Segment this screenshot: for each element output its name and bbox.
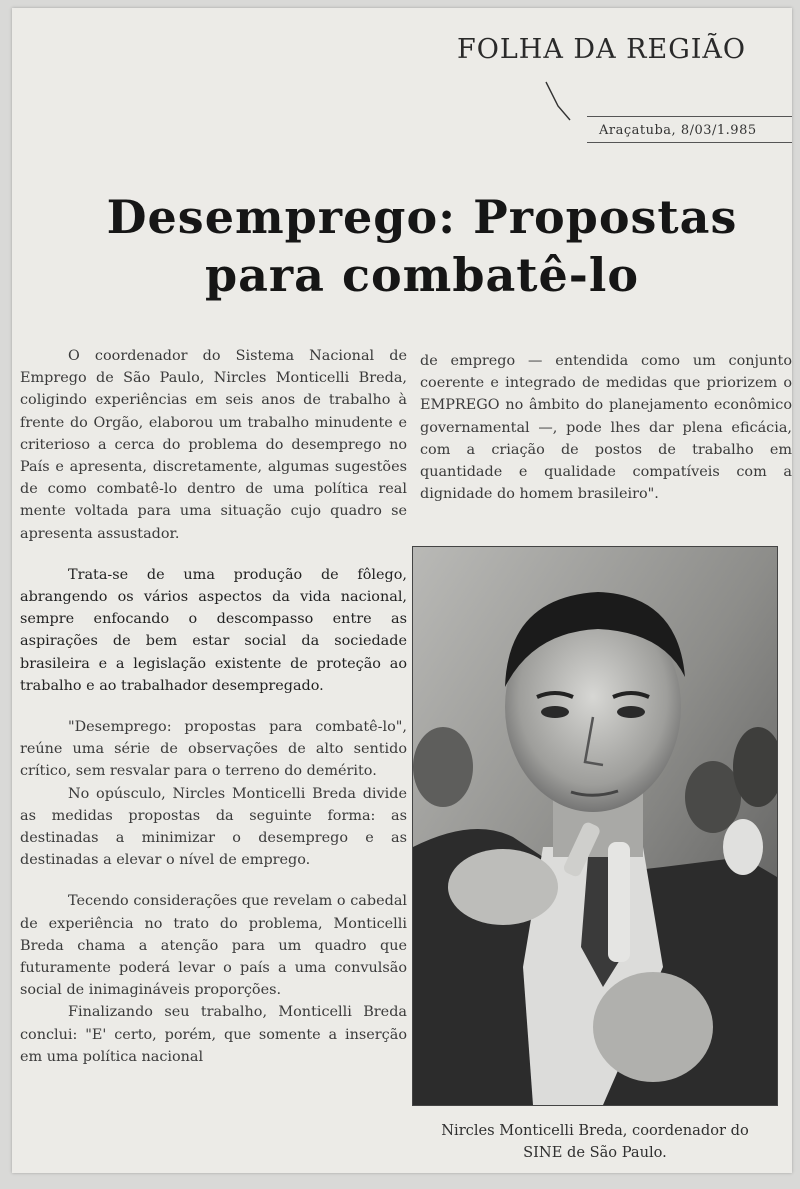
paragraph-6: Finalizando seu trabalho, Monticelli Breda conclui: "E' certo, porém, que somente a inserção em uma política nacional [20, 1004, 407, 1065]
headline [52, 188, 792, 304]
paragraph-1: O coordenador do Sistema Nacional de Emprego de São Paulo, Nircles Monticelli Breda, coligindo experiências em seis anos de trabalho à frente do Orgão, elaborou um trabalho minudente e criterioso a cerca do problema do desemprego no País e apresenta, discretamente, algumas sugestões de como combatê-lo dentro de uma política real mente voltada para uma situação cujo quadro se apresenta assustador. [20, 348, 407, 542]
portrait-photo [412, 546, 778, 1106]
photo-caption: Nircles Monticelli Breda, coordenador do SINE de São Paulo. [441, 1122, 749, 1161]
headline-line-2: para combatê-lo [204, 248, 640, 302]
dateline: Araçatuba, 8/03/1.985 [587, 116, 792, 143]
paragraph-7: de emprego — entendida como um conjunto coerente e integrado de medidas que priorizem o EMPREGO no âmbito do planejamento econômico governamental —, pode lhes dar plena eficácia, com a criação de postos de trabalho em quantidade e qualidade compatíveis com a dignidade do homem brasileiro". [420, 353, 792, 503]
newspaper-clipping [12, 8, 792, 1173]
paragraph-2: Trata-se de uma produção de fôlego, abrangendo os vários aspectos da vida nacional, sempre enfocando o descompasso entre as aspirações de bem estar social da sociedade brasileira e a legislação existente de proteção ao trabalho e ao trabalhador desempregado. [20, 566, 407, 694]
paragraph-5: Tecendo considerações que revelam o cabedal de experiência no trato do problema, Monticelli Breda chama a atenção para um quadro que futuramente poderá levar o país a uma convulsão social de inimagináveis proporções. [20, 893, 407, 999]
headline-line-1: Desemprego: Propostas [106, 190, 738, 244]
portrait-illustration [413, 547, 777, 1105]
newspaper-masthead: FOLHA DA REGIÃO [457, 34, 747, 65]
pen-mark [544, 80, 574, 124]
paragraph-3: "Desemprego: propostas para combatê-lo", reúne uma série de observações de alto sentido crítico, sem resvalar para o terreno do demérito. [20, 719, 407, 780]
article-left-column [20, 345, 407, 1068]
paragraph-4: No opúsculo, Nircles Monticelli Breda divide as medidas propostas da seguinte forma: as destinadas a minimizar o desemprego e as destinadas a elevar o nível de emprego. [20, 785, 407, 869]
article-right-column [420, 350, 792, 524]
